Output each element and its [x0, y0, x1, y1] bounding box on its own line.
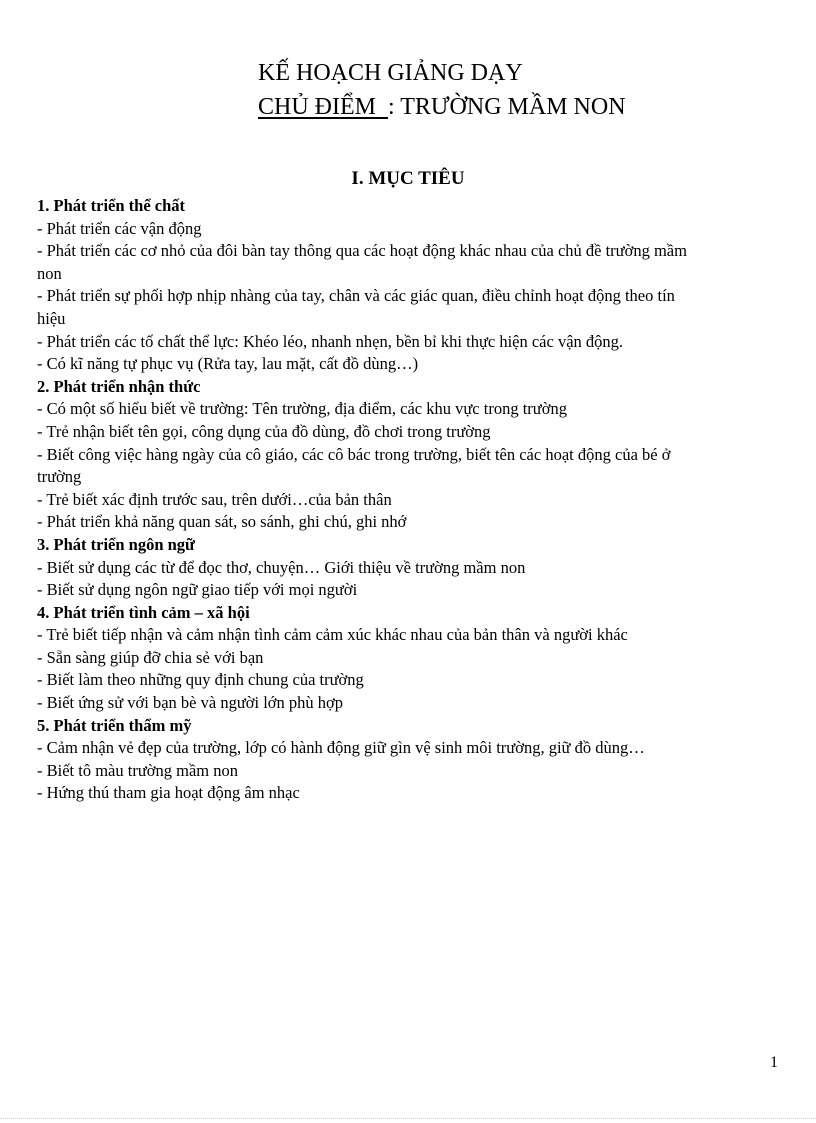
page-number: 1: [770, 1054, 778, 1071]
list-item: - Trẻ biết xác định trước sau, trên dưới…của bản thân: [37, 489, 392, 509]
document-title-block: [258, 56, 758, 124]
list-item: - Phát triển các vận động: [37, 218, 202, 238]
list-item: non: [37, 263, 62, 283]
page-bottom-divider: [0, 1118, 816, 1119]
topic-line: [258, 90, 758, 124]
heading-aesthetic: 5. Phát triển thẩm mỹ: [37, 715, 192, 735]
heading-language: 3. Phát triển ngôn ngữ: [37, 534, 195, 554]
list-item: - Biết công việc hàng ngày của cô giáo, các cô bác trong trường, biết tên các hoạt động của bé ở: [37, 444, 671, 464]
heading-social-emotional: 4. Phát triển tình cảm – xã hội: [37, 602, 250, 622]
topic-label: CHỦ ĐIỂM: [258, 94, 388, 120]
heading-physical: 1. Phát triển thể chất: [37, 196, 186, 215]
list-item: - Cảm nhận vẻ đẹp của trường, lớp có hành động giữ gìn vệ sinh môi trường, giữ đồ dùng…: [37, 738, 645, 758]
list-item: - Hứng thú tham gia hoạt động âm nhạc: [37, 783, 300, 803]
list-item: - Phát triển các tố chất thể lực: Khéo léo, nhanh nhẹn, bền bỉ khi thực hiện các vận động.: [37, 331, 624, 351]
list-item: - Trẻ nhận biết tên gọi, công dụng của đồ dùng, đồ chơi trong trường: [37, 421, 491, 441]
topic-name: : TRƯỜNG MẦM NON: [388, 94, 626, 120]
list-item: - Phát triển các cơ nhỏ của đôi bàn tay thông qua các hoạt động khác nhau của chủ đề trường mầm: [37, 241, 687, 261]
list-item: trường: [37, 467, 82, 487]
list-item: - Biết tô màu trường mầm non: [37, 760, 238, 780]
list-item: - Biết làm theo những quy định chung của trường: [37, 670, 364, 690]
list-item: - Phát triển khả năng quan sát, so sánh, ghi chú, ghi nhớ: [37, 512, 407, 532]
section-title: I. MỤC TIÊU: [351, 168, 465, 189]
list-item: - Sẵn sàng giúp đỡ chia sẻ với bạn: [37, 647, 264, 667]
objectives-content: [37, 195, 782, 805]
list-item: - Biết sử dụng ngôn ngữ giao tiếp với mọi người: [37, 580, 358, 600]
list-item: - Phát triển sự phối hợp nhịp nhàng của tay, chân và các giác quan, điều chỉnh hoạt động theo tín: [37, 286, 675, 306]
heading-cognitive: 2. Phát triển nhận thức: [37, 376, 201, 396]
list-item: - Trẻ biết tiếp nhận và cảm nhận tình cảm cảm xúc khác nhau của bản thân và người khác: [37, 625, 628, 645]
document-title: KẾ HOẠCH GIẢNG DẠY: [258, 60, 523, 86]
list-item: - Có một số hiểu biết về trường: Tên trường, địa điểm, các khu vực trong trường: [37, 399, 567, 419]
list-item: - Biết sử dụng các từ để đọc thơ, chuyện… Giới thiệu về trường mầm non: [37, 557, 526, 577]
list-item: hiệu: [37, 308, 66, 328]
list-item: - Biết ứng sử với bạn bè và người lớn phù hợp: [37, 693, 343, 713]
list-item: - Có kĩ năng tự phục vụ (Rửa tay, lau mặt, cất đồ dùng…): [37, 354, 419, 374]
